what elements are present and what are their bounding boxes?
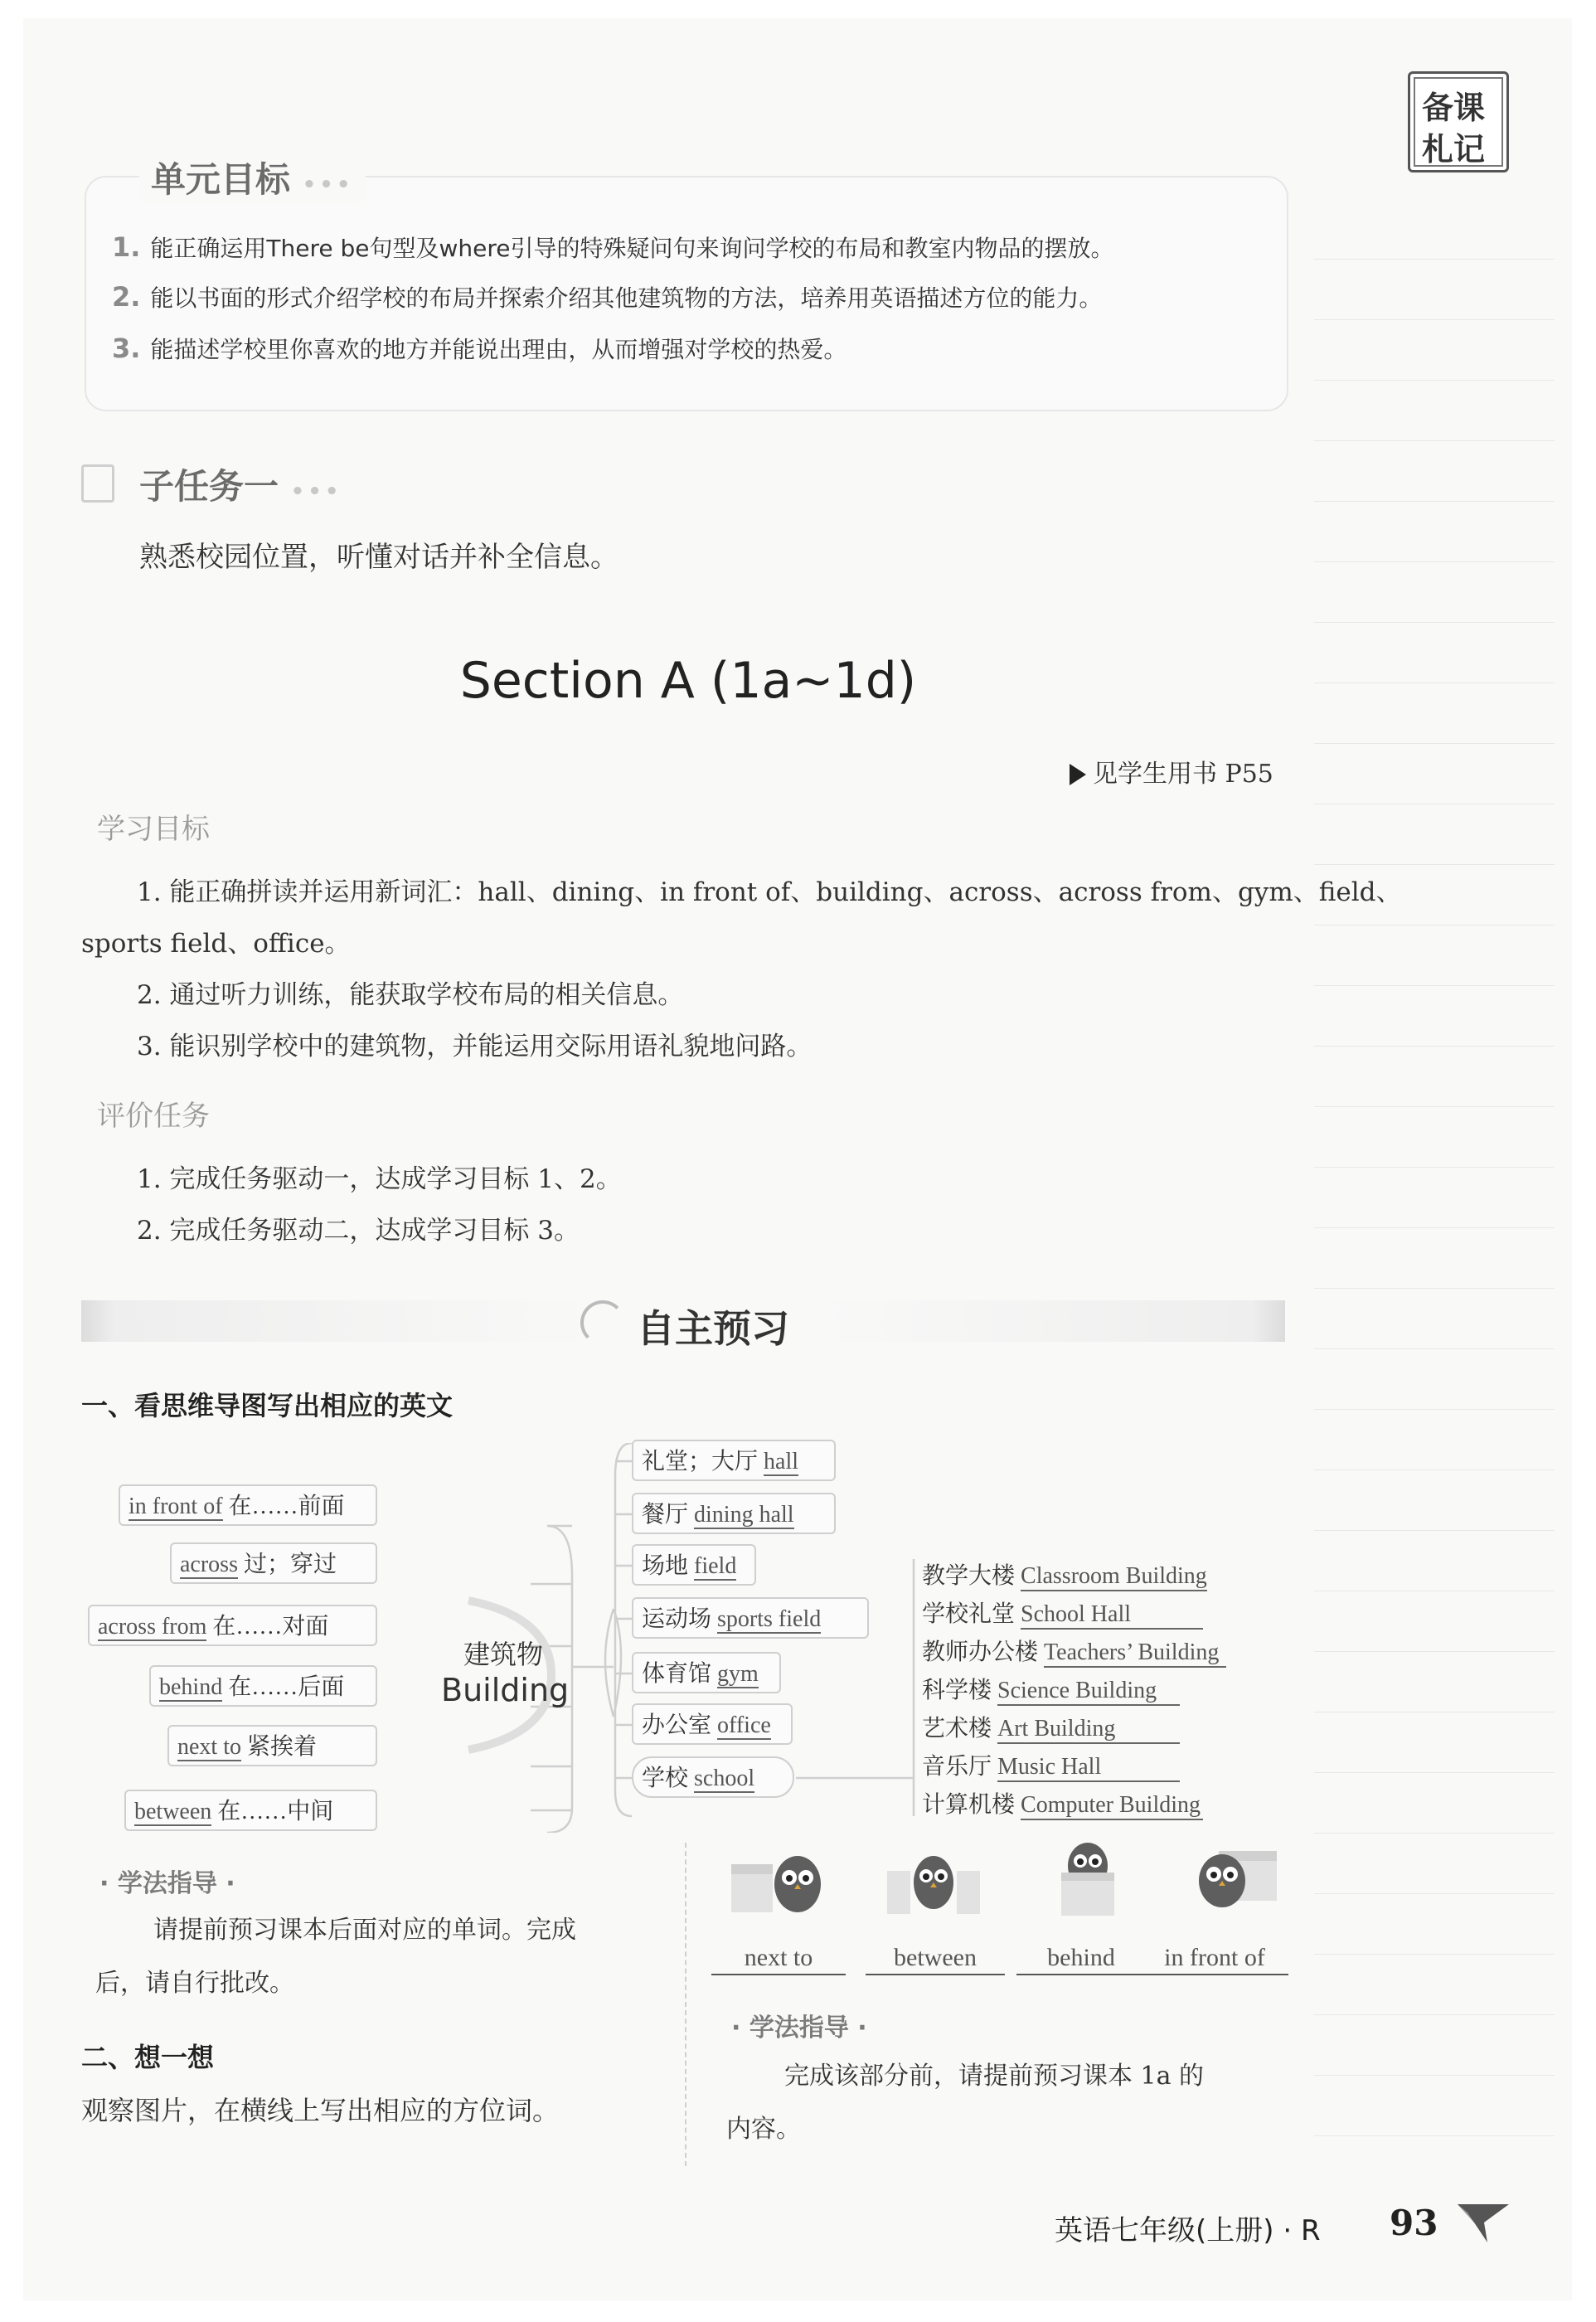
- section-title: Section A (1a~1d): [459, 652, 917, 710]
- owl-in-front-of-box-image: [1182, 1839, 1282, 1919]
- mindmap-right-node-2: 餐厅 dining hall: [632, 1493, 836, 1534]
- notes-badge-line2: 札记: [1422, 131, 1486, 168]
- unit-goal-1: 1. 能正确运用There be句型及where引导的特殊疑问句来询问学校的布局和教室内物品的摆放。: [112, 231, 1114, 263]
- school-item-5: 艺术楼 Art Building: [922, 1710, 1180, 1744]
- mindmap-left-node-6: between 在……中间: [124, 1790, 377, 1831]
- school-item-6: 音乐厅 Music Hall: [922, 1748, 1180, 1782]
- page-number: 93: [1390, 2203, 1438, 2243]
- mindmap-left-node-2: across 过；穿过: [170, 1542, 377, 1584]
- learning-goal-1b: sports field、office。: [81, 929, 351, 959]
- study-tip-2-line1: 完成该部分前，请提前预习课本 1a 的: [784, 2062, 1205, 2091]
- owl-between-boxes-image: [884, 1839, 983, 1919]
- study-tip-2-line2: 内容。: [726, 2115, 801, 2144]
- evaluation-label: 评价任务: [97, 1100, 210, 1133]
- notes-lines: [1314, 199, 1555, 2140]
- notes-badge: [1408, 71, 1509, 172]
- learning-goal-3: 3. 能识别学校中的建筑物，并能运用交际用语礼貌地问路。: [137, 1032, 813, 1061]
- study-tip-2-title: · 学法指导 ·: [731, 2014, 867, 2043]
- school-item-2: 学校礼堂 School Hall: [922, 1596, 1203, 1630]
- study-tip-1-line1: 请提前预习课本后面对应的单词。完成: [153, 1916, 576, 1945]
- position-answer-4: in front of: [1141, 1944, 1288, 1975]
- question-2-text: 观察图片，在横线上写出相应的方位词。: [81, 2095, 560, 2126]
- book-reference: 见学生用书 P55: [1070, 753, 1273, 789]
- subtask-title: 子任务一 •••: [139, 466, 342, 507]
- preview-title: 自主预习: [637, 1306, 789, 1351]
- mindmap-right-node-6: 办公室 office: [632, 1703, 793, 1745]
- school-item-7: 计算机楼 Computer Building: [922, 1786, 1203, 1820]
- school-item-4: 科学楼 Science Building: [922, 1672, 1180, 1706]
- unit-goal-3: 3. 能描述学校里你喜欢的地方并能说出理由，从而增强对学校的热爱。: [112, 333, 847, 364]
- preview-icon: [580, 1300, 625, 1345]
- study-tip-1-line2: 后，请自行批改。: [95, 1969, 294, 1998]
- position-answer-2: between: [866, 1944, 1005, 1975]
- mindmap-right-node-3: 场地 field: [632, 1544, 756, 1586]
- mindmap-right-node-5: 体育馆 gym: [632, 1652, 781, 1693]
- position-answer-3: behind: [1016, 1944, 1146, 1975]
- preview-band-right: [821, 1300, 1285, 1342]
- mindmap-left-node-5: next to 紧挨着: [167, 1725, 377, 1766]
- learning-goal-1a: 1. 能正确拼读并运用新词汇：hall、dining、in front of、building、across、across from、gym、field、: [137, 877, 1402, 907]
- mindmap-left-node-1: in front of 在……前面: [119, 1484, 377, 1526]
- owl-behind-box-image: [1038, 1839, 1138, 1919]
- evaluation-1: 1. 完成任务驱动一，达成学习目标 1、2。: [137, 1164, 622, 1194]
- unit-goals-title: 单元目标 •••: [139, 153, 366, 202]
- unit-goal-2: 2. 能以书面的形式介绍学校的布局并探索介绍其他建筑物的方法，培养用英语描述方位的能力。: [112, 281, 1103, 313]
- learning-goal-2: 2. 通过听力训练，能获取学校布局的相关信息。: [137, 980, 684, 1010]
- position-answer-1: next to: [711, 1944, 846, 1975]
- subtask-text: 熟悉校园位置，听懂对话并补全信息。: [139, 541, 619, 574]
- evaluation-2: 2. 完成任务驱动二，达成学习目标 3。: [137, 1216, 580, 1246]
- center-label-en: Building: [441, 1672, 570, 1708]
- mindmap-right-node-7: 学校 school: [632, 1756, 794, 1798]
- school-item-3: 教师办公楼 Teachers’ Building: [922, 1634, 1226, 1668]
- subtask-icon: [81, 464, 114, 503]
- mindmap-right-node-4: 运动场 sports field: [632, 1597, 869, 1639]
- center-label-cn: 建筑物: [463, 1639, 543, 1670]
- question-1-title: 一、看思维导图写出相应的英文: [81, 1390, 454, 1421]
- mindmap-left-node-4: behind 在……后面: [149, 1665, 377, 1707]
- triangle-icon: [1070, 764, 1086, 785]
- school-item-1: 教学大楼 Classroom Building: [922, 1557, 1207, 1591]
- notes-badge-line1: 备课: [1422, 90, 1486, 126]
- study-tip-1-title: · 学法指导 ·: [99, 1869, 235, 1898]
- learning-goals-label: 学习目标: [97, 813, 210, 846]
- preview-band-left: [81, 1300, 595, 1342]
- mindmap-left-node-3: across from 在……对面: [88, 1605, 377, 1646]
- column-divider: [685, 1843, 686, 2166]
- question-2-title: 二、想一想: [81, 2042, 215, 2073]
- book-title: 英语七年级(上册) · R: [1055, 2214, 1321, 2247]
- mindmap-center: [441, 1634, 570, 1708]
- footer-arrow-icon: [1456, 2198, 1511, 2244]
- mindmap-right-node-1: 礼堂；大厅 hall: [632, 1440, 836, 1481]
- owl-next-to-box-image: [730, 1839, 829, 1919]
